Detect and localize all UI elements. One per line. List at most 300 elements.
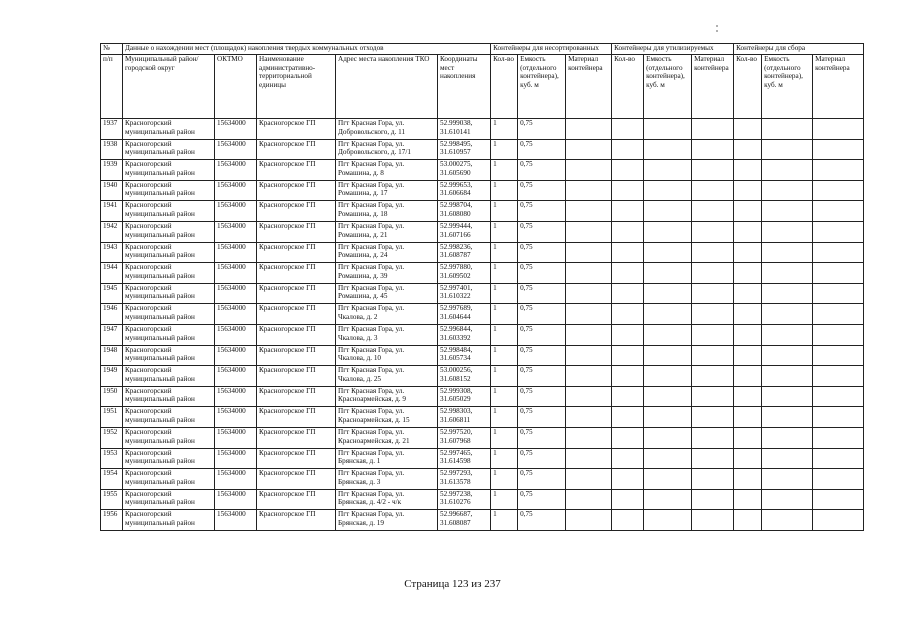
row-coords-line: 31.605734 [440,354,471,363]
row-collect-material [813,427,864,448]
row-address-line: Красноармейская, д. 15 [338,415,410,424]
row-district-line: Красногорский [125,407,172,416]
row-utilized-count [612,427,644,448]
row-territorial-unit: Красногорское ГП [257,180,336,201]
row-collect-material [813,366,864,387]
row-coords-line: 31.607166 [440,230,471,239]
row-coords-line: 52.997689, [440,304,473,313]
row-number: 1937 [101,119,123,140]
row-district [123,489,215,510]
row-coords-line: 31.610322 [440,292,471,301]
row-oktmo: 15634000 [215,201,257,222]
row-collect-material [813,119,864,140]
row-coords-line: 31.610141 [440,127,471,136]
row-utilized-count [612,386,644,407]
row-coords-line: 31.608080 [440,210,471,219]
row-number: 1945 [101,283,123,304]
row-oktmo: 15634000 [215,386,257,407]
row-collect-material [813,283,864,304]
row-unsorted-material [566,407,612,428]
row-address [336,386,438,407]
row-district-line: Красногорский [125,201,172,210]
row-utilized-capacity [644,221,692,242]
row-district-line: муниципальный район [125,292,195,301]
row-unsorted-count: 1 [491,242,518,263]
row-address [336,469,438,490]
table-row [101,345,864,366]
row-address-line: Пгт Красная Гора, ул. [338,366,405,375]
row-number: 1943 [101,242,123,263]
row-utilized-material [692,510,734,531]
row-district-line: муниципальный район [125,230,195,239]
row-oktmo: 15634000 [215,345,257,366]
row-collect-capacity [762,263,813,284]
row-coords-line: 52.997401, [440,283,473,292]
row-coords [438,242,491,263]
row-district-line: Красногорский [125,448,172,457]
row-unsorted-capacity: 0,75 [518,510,566,531]
row-utilized-material [692,469,734,490]
row-collect-material [813,407,864,428]
row-utilized-count [612,407,644,428]
row-oktmo: 15634000 [215,510,257,531]
row-collect-material [813,324,864,345]
row-coords [438,366,491,387]
row-utilized-capacity [644,427,692,448]
row-number: 1948 [101,345,123,366]
row-oktmo: 15634000 [215,180,257,201]
row-territorial-unit: Красногорское ГП [257,407,336,428]
table-row [101,324,864,345]
row-utilized-capacity [644,180,692,201]
row-district-line: Красногорский [125,304,172,313]
row-address-line: Чкалова, д. 10 [338,354,382,363]
row-address-line: Добровольского, д. 11 [338,127,406,136]
row-unsorted-capacity: 0,75 [518,448,566,469]
row-coords [438,427,491,448]
row-collect-material [813,510,864,531]
row-utilized-count [612,489,644,510]
row-collect-capacity [762,489,813,510]
header-address: Адрес места накопления ТКО [336,55,438,119]
row-collect-count [734,345,762,366]
row-utilized-material [692,283,734,304]
row-utilized-count [612,324,644,345]
row-unsorted-material [566,242,612,263]
header-no: № [101,44,123,55]
row-oktmo: 15634000 [215,489,257,510]
row-collect-capacity [762,510,813,531]
row-utilized-capacity [644,489,692,510]
row-coords-line: 31.606811 [440,415,471,424]
row-coords [438,324,491,345]
waste-sites-table [100,43,864,531]
row-collect-material [813,221,864,242]
row-address [336,160,438,181]
row-coords [438,510,491,531]
row-unsorted-material [566,427,612,448]
row-unsorted-count: 1 [491,263,518,284]
row-coords-line: 31.610276 [440,498,471,507]
row-unsorted-capacity: 0,75 [518,242,566,263]
row-number: 1953 [101,448,123,469]
row-oktmo: 15634000 [215,242,257,263]
row-utilized-material [692,448,734,469]
row-address-line: Пгт Красная Гора, ул. [338,386,405,395]
row-address-line: Ромашина, д. 45 [338,292,388,301]
row-district [123,427,215,448]
row-collect-material [813,386,864,407]
row-address-line: Ромашина, д. 18 [338,210,388,219]
header-unsorted-count: Кол-во [491,55,518,119]
row-district-line: муниципальный район [125,498,195,507]
row-coords [438,263,491,284]
row-unsorted-material [566,386,612,407]
row-territorial-unit: Красногорское ГП [257,139,336,160]
row-collect-count [734,448,762,469]
row-address-line: Ромашина, д. 17 [338,189,388,198]
row-collect-count [734,263,762,284]
row-coords [438,119,491,140]
row-collect-count [734,180,762,201]
row-utilized-material [692,242,734,263]
row-district [123,221,215,242]
row-coords-line: 53.000275, [440,160,473,169]
row-territorial-unit: Красногорское ГП [257,366,336,387]
row-collect-capacity [762,427,813,448]
row-number: 1955 [101,489,123,510]
row-collect-capacity [762,469,813,490]
row-address-line: Пгт Красная Гора, ул. [338,510,405,519]
row-unsorted-count: 1 [491,324,518,345]
row-district [123,160,215,181]
row-unsorted-material [566,510,612,531]
row-collect-count [734,366,762,387]
row-collect-capacity [762,366,813,387]
table-row [101,119,864,140]
row-unsorted-count: 1 [491,119,518,140]
row-coords-line: 31.608787 [440,251,471,260]
row-coords [438,201,491,222]
row-address [336,510,438,531]
row-coords-line: 31.604644 [440,312,471,321]
row-unsorted-material [566,221,612,242]
row-district-line: муниципальный район [125,354,195,363]
row-unsorted-capacity: 0,75 [518,469,566,490]
row-utilized-material [692,201,734,222]
row-coords [438,304,491,325]
row-utilized-capacity [644,201,692,222]
row-unsorted-count: 1 [491,160,518,181]
row-address [336,427,438,448]
row-coords [438,283,491,304]
row-unsorted-material [566,119,612,140]
row-utilized-material [692,180,734,201]
row-number: 1942 [101,221,123,242]
row-utilized-count [612,448,644,469]
row-utilized-material [692,304,734,325]
row-address-line: Пгт Красная Гора, ул. [338,283,405,292]
row-unsorted-capacity: 0,75 [518,489,566,510]
row-territorial-unit: Красногорское ГП [257,304,336,325]
row-coords-line: 52.997520, [440,427,473,436]
row-unsorted-count: 1 [491,469,518,490]
header-oktmo: ОКТМО [215,55,257,119]
row-address-line: Пгт Красная Гора, ул. [338,180,405,189]
row-district-line: муниципальный район [125,127,195,136]
row-district [123,119,215,140]
row-coords-line: 53.000256, [440,366,473,375]
row-territorial-unit: Красногорское ГП [257,324,336,345]
row-territorial-unit: Красногорское ГП [257,448,336,469]
row-oktmo: 15634000 [215,427,257,448]
row-number: 1954 [101,469,123,490]
table-row [101,386,864,407]
row-coords-line: 31.613578 [440,477,471,486]
header-collect-count: Кол-во [734,55,762,119]
header-unsorted-group: Контейнеры для несортированных [491,44,612,55]
row-address [336,283,438,304]
row-district-line: муниципальный район [125,210,195,219]
row-address [336,242,438,263]
row-utilized-count [612,180,644,201]
row-district-line: Красногорский [125,139,172,148]
row-collect-material [813,489,864,510]
row-district [123,345,215,366]
row-unsorted-count: 1 [491,283,518,304]
row-district-line: Красногорский [125,242,172,251]
row-unsorted-capacity: 0,75 [518,283,566,304]
header-sub-row [101,55,864,119]
row-district-line: Красногорский [125,160,172,169]
row-utilized-count [612,242,644,263]
row-unsorted-capacity: 0,75 [518,221,566,242]
row-unsorted-count: 1 [491,201,518,222]
row-address-line: Пгт Красная Гора, ул. [338,201,405,210]
row-address-line: Пгт Красная Гора, ул. [338,139,405,148]
table-row [101,221,864,242]
row-address [336,221,438,242]
row-collect-count [734,489,762,510]
row-utilized-capacity [644,160,692,181]
row-utilized-count [612,119,644,140]
row-district [123,386,215,407]
row-address-line: Пгт Красная Гора, ул. [338,160,405,169]
row-district [123,448,215,469]
scan-speck [716,30,718,32]
row-district-line: муниципальный район [125,148,195,157]
row-unsorted-capacity: 0,75 [518,201,566,222]
row-utilized-material [692,119,734,140]
row-territorial-unit: Красногорское ГП [257,263,336,284]
row-address [336,448,438,469]
row-utilized-capacity [644,119,692,140]
row-utilized-capacity [644,324,692,345]
row-utilized-material [692,407,734,428]
row-utilized-material [692,139,734,160]
page-number: Страница 123 из 237 [404,578,501,590]
row-address-line: Пгт Красная Гора, ул. [338,489,405,498]
row-district-line: Красногорский [125,263,172,272]
row-coords-line: 52.998495, [440,139,473,148]
row-coords-line: 31.607968 [440,436,471,445]
row-district-line: Красногорский [125,180,172,189]
row-utilized-material [692,324,734,345]
row-district-line: Красногорский [125,366,172,375]
row-collect-material [813,263,864,284]
row-coords [438,139,491,160]
row-oktmo: 15634000 [215,324,257,345]
row-collect-capacity [762,180,813,201]
row-address-line: Красноармейская, д. 9 [338,395,406,404]
row-utilized-capacity [644,242,692,263]
row-coords-line: 52.997465, [440,448,473,457]
row-unsorted-material [566,448,612,469]
row-utilized-capacity [644,448,692,469]
row-collect-material [813,180,864,201]
header-unsorted-capacity: Емкость (отдельного контейнера), куб. м [518,55,566,119]
row-district-line: муниципальный район [125,436,195,445]
row-coords [438,469,491,490]
row-unsorted-capacity: 0,75 [518,139,566,160]
row-unsorted-material [566,366,612,387]
row-address-line: Пгт Красная Гора, ул. [338,242,405,251]
table-row [101,160,864,181]
header-utilized-count: Кол-во [612,55,644,119]
row-district-line: муниципальный район [125,518,195,527]
row-utilized-count [612,283,644,304]
row-unsorted-material [566,469,612,490]
table-body [101,119,864,531]
row-district-line: Красногорский [125,469,172,478]
row-collect-material [813,304,864,325]
row-utilized-capacity [644,386,692,407]
header-collect-capacity: Емкость (отдельного контейнера), куб. м [762,55,813,119]
row-district-line: муниципальный район [125,168,195,177]
row-district [123,263,215,284]
row-utilized-capacity [644,263,692,284]
row-district-line: муниципальный район [125,312,195,321]
row-district-line: Красногорский [125,427,172,436]
table-row [101,242,864,263]
row-territorial-unit: Красногорское ГП [257,345,336,366]
row-collect-count [734,119,762,140]
row-utilized-count [612,160,644,181]
row-unsorted-count: 1 [491,180,518,201]
row-collect-capacity [762,304,813,325]
row-district-line: Красногорский [125,119,172,127]
row-unsorted-count: 1 [491,221,518,242]
row-territorial-unit: Красногорское ГП [257,221,336,242]
row-address [336,119,438,140]
row-number: 1951 [101,407,123,428]
row-collect-capacity [762,160,813,181]
row-unsorted-count: 1 [491,489,518,510]
row-collect-material [813,160,864,181]
row-oktmo: 15634000 [215,469,257,490]
row-unsorted-material [566,160,612,181]
row-district-line: муниципальный район [125,189,195,198]
row-utilized-material [692,345,734,366]
row-territorial-unit: Красногорское ГП [257,160,336,181]
row-district [123,510,215,531]
row-coords [438,345,491,366]
table-row [101,427,864,448]
row-address [336,201,438,222]
row-coords-line: 31.608087 [440,518,471,527]
row-collect-count [734,469,762,490]
row-unsorted-material [566,263,612,284]
row-unsorted-count: 1 [491,407,518,428]
header-coords: Координаты мест накопления [438,55,491,119]
row-oktmo: 15634000 [215,407,257,428]
row-unsorted-material [566,201,612,222]
row-address-line: Ромашина, д. 21 [338,230,388,239]
row-address-line: Чкалова, д. 2 [338,312,378,321]
row-district [123,407,215,428]
row-collect-count [734,221,762,242]
row-district [123,283,215,304]
row-utilized-material [692,427,734,448]
row-utilized-capacity [644,139,692,160]
row-unsorted-capacity: 0,75 [518,427,566,448]
row-address-line: Чкалова, д. 25 [338,374,382,383]
row-unsorted-count: 1 [491,366,518,387]
header-territorial-unit: Наименование административно-территориальной единицы [257,55,336,119]
row-unsorted-capacity: 0,75 [518,263,566,284]
row-utilized-capacity [644,283,692,304]
row-address [336,324,438,345]
row-collect-capacity [762,324,813,345]
row-unsorted-capacity: 0,75 [518,324,566,345]
row-collect-count [734,139,762,160]
row-territorial-unit: Красногорское ГП [257,510,336,531]
row-collect-capacity [762,407,813,428]
row-number: 1949 [101,366,123,387]
row-district-line: муниципальный район [125,395,195,404]
row-address [336,489,438,510]
row-unsorted-count: 1 [491,304,518,325]
row-collect-material [813,345,864,366]
row-collect-count [734,201,762,222]
table-row [101,263,864,284]
row-unsorted-capacity: 0,75 [518,119,566,140]
row-unsorted-capacity: 0,75 [518,160,566,181]
row-address-line: Пгт Красная Гора, ул. [338,345,405,354]
row-coords-line: 52.998236, [440,242,473,251]
row-coords-line: 52.997293, [440,469,473,478]
row-coords-line: 31.610957 [440,148,471,157]
row-address-line: Красноармейская, д. 21 [338,436,410,445]
row-district [123,242,215,263]
row-collect-material [813,242,864,263]
row-district-line: муниципальный район [125,333,195,342]
row-district-line: Красногорский [125,386,172,395]
row-district [123,469,215,490]
row-unsorted-count: 1 [491,510,518,531]
row-territorial-unit: Красногорское ГП [257,427,336,448]
row-collect-count [734,386,762,407]
row-coords [438,221,491,242]
row-utilized-capacity [644,407,692,428]
row-territorial-unit: Красногорское ГП [257,283,336,304]
row-utilized-capacity [644,366,692,387]
row-address [336,180,438,201]
row-address-line: Брянская, д. 3 [338,477,381,486]
row-collect-material [813,201,864,222]
row-district-line: Красногорский [125,510,172,519]
row-number: 1940 [101,180,123,201]
